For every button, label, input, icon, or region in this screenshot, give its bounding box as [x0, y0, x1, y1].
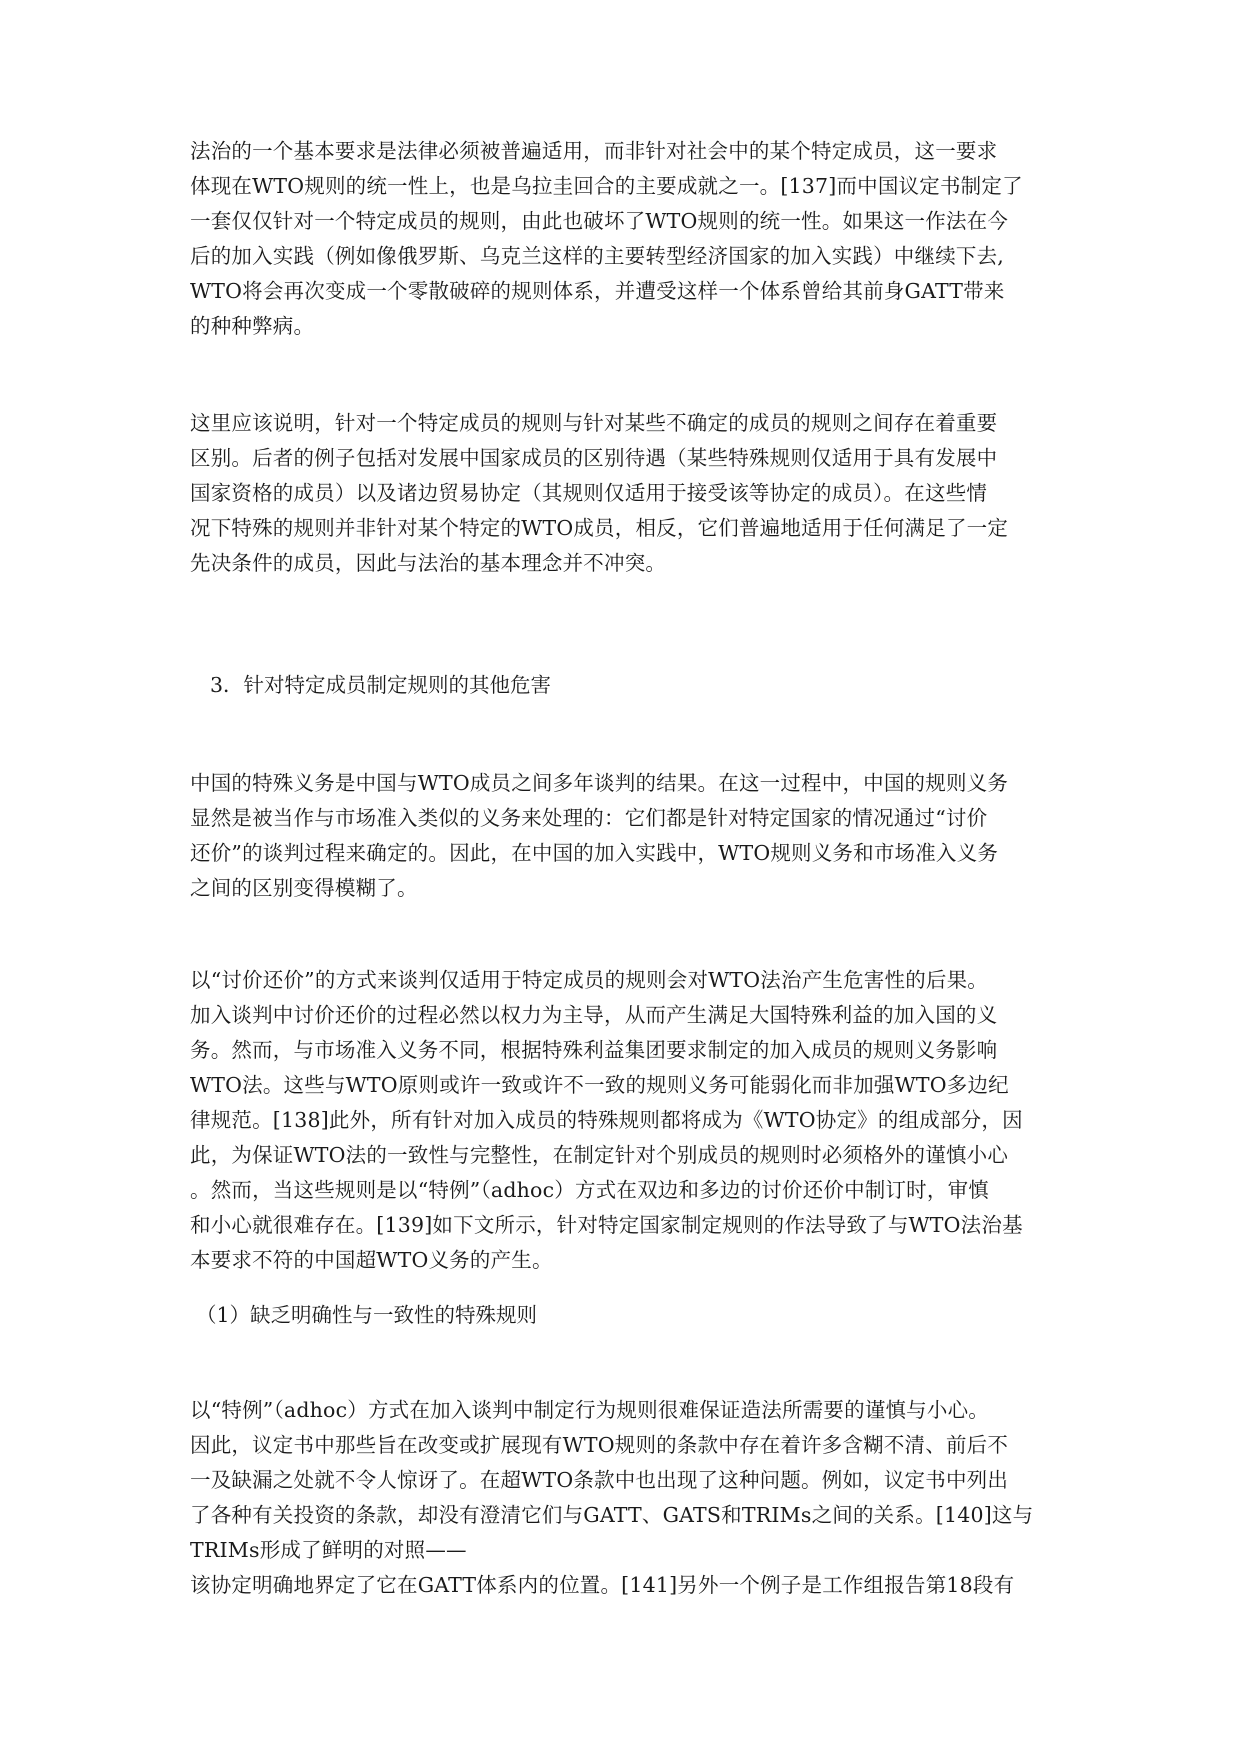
text-line: 该协定明确地界定了它在GATT体系内的位置。[141]另外一个例子是工作组报告第18段有 — [190, 1573, 1015, 1597]
text-line: 一及缺漏之处就不令人惊讶了。在超WTO条款中也出现了这种问题。例如，议定书中列出 — [190, 1468, 1009, 1492]
text-line: 的种种弊病。 — [190, 314, 315, 338]
text-line: 之间的区别变得模糊了。 — [190, 876, 418, 900]
text-line: 了各种有关投资的条款，却没有澄清它们与GATT、GATS和TRIMs之间的关系。[140]这与 — [190, 1503, 1034, 1527]
text-line: 务。然而，与市场准入义务不同，根据特殊利益集团要求制定的加入成员的规则义务影响 — [190, 1038, 998, 1062]
text-line: 显然是被当作与市场准入类似的义务来处理的：它们都是针对特定国家的情况通过“讨价 — [190, 806, 988, 830]
text-line: 本要求不符的中国超WTO义务的产生。 — [190, 1248, 553, 1272]
text-line: 以“特例”（adhoc）方式在加入谈判中制定行为规则很难保证造法所需要的谨慎与小心。 — [190, 1398, 989, 1422]
text-line: TRIMs形成了鲜明的对照—— — [190, 1538, 467, 1562]
text-line: 区别。后者的例子包括对发展中国家成员的区别待遇（某些特殊规则仅适用于具有发展中 — [190, 446, 998, 470]
text-line: WTO法。这些与WTO原则或许一致或许不一致的规则义务可能弱化而非加强WTO多边纪 — [190, 1073, 1009, 1097]
subheading: （1）缺乏明确性与一致性的特殊规则 — [196, 1303, 538, 1327]
text-line: 还价”的谈判过程来确定的。因此，在中国的加入实践中，WTO规则义务和市场准入义务 — [190, 841, 999, 865]
text-line: 以“讨价还价”的方式来谈判仅适用于特定成员的规则会对WTO法治产生危害性的后果。 — [190, 968, 989, 992]
text-line: 。然而，当这些规则是以“特例”（adhoc）方式在双边和多边的讨价还价中制订时，审慎 — [190, 1178, 989, 1202]
text-line: 和小心就很难存在。[139]如下文所示，针对特定国家制定规则的作法导致了与WTO法治基 — [190, 1213, 1023, 1237]
text-line: 先决条件的成员，因此与法治的基本理念并不冲突。 — [190, 551, 667, 575]
text-line: 一套仅仅针对一个特定成员的规则，由此也破坏了WTO规则的统一性。如果这一作法在今 — [190, 209, 1009, 233]
text-line: 体现在WTO规则的统一性上，也是乌拉圭回合的主要成就之一。[137]而中国议定书制定了 — [190, 174, 1023, 198]
section-heading: 3．针对特定成员制定规则的其他危害 — [210, 673, 552, 697]
text-line: 况下特殊的规则并非针对某个特定的WTO成员，相反，它们普遍地适用于任何满足了一定 — [190, 516, 1009, 540]
text-line: 此，为保证WTO法的一致性与完整性，在制定针对个别成员的规则时必须格外的谨慎小心 — [190, 1143, 1009, 1167]
text-line: 加入谈判中讨价还价的过程必然以权力为主导，从而产生满足大国特殊利益的加入国的义 — [190, 1003, 998, 1027]
text-line: 法治的一个基本要求是法律必须被普遍适用，而非针对社会中的某个特定成员，这一要求 — [190, 139, 998, 163]
text-line: 中国的特殊义务是中国与WTO成员之间多年谈判的结果。在这一过程中，中国的规则义务 — [190, 771, 1009, 795]
text-line: 这里应该说明，针对一个特定成员的规则与针对某些不确定的成员的规则之间存在着重要 — [190, 411, 998, 435]
text-line: 国家资格的成员）以及诸边贸易协定（其规则仅适用于接受该等协定的成员）。在这些情 — [190, 481, 988, 505]
text-line: 因此，议定书中那些旨在改变或扩展现有WTO规则的条款中存在着许多含糊不清、前后不 — [190, 1433, 1009, 1457]
text-line: 律规范。[138]此外，所有针对加入成员的特殊规则都将成为《WTO协定》的组成部分，因 — [190, 1108, 1023, 1132]
text-line: 后的加入实践（例如像俄罗斯、乌克兰这样的主要转型经济国家的加入实践）中继续下去, — [190, 244, 1005, 268]
text-line: WTO将会再次变成一个零散破碎的规则体系，并遭受这样一个体系曾给其前身GATT带来 — [190, 279, 1005, 303]
